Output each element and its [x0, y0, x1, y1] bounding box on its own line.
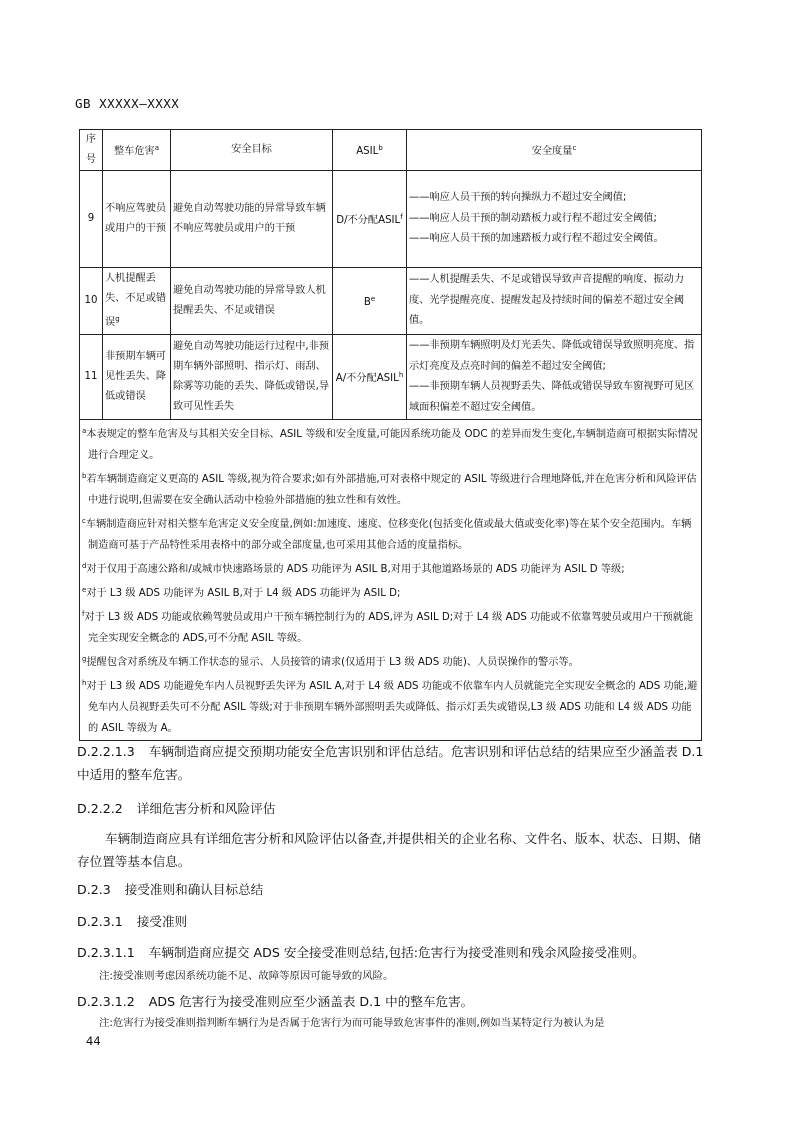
- section-number: D.2.3.1.2: [77, 994, 135, 1009]
- measure-item: ——非预期车辆人员视野丢失、降低或错误导致车窗视野可见区域面积偏差不超过安全阈值。: [409, 381, 695, 413]
- header-asil: ASIL$^b$: [333, 130, 407, 171]
- standard-code: GB XXXXX—XXXX: [75, 96, 180, 111]
- row-asil: $B^e$: [333, 268, 407, 335]
- row-no: 11: [80, 335, 103, 420]
- table-note: $^a$本表规定的整车危害及与其相关安全目标、ASIL 等级和安全度量,可能因系统功能及 ODC 的差异而发生变化,车辆制造商可根据实际情况进行合理定义。: [82, 427, 698, 462]
- section-text: 车辆制造商应提交预期功能安全危害识别和评估总结。危害识别和评估总结的结果应至少涵盖表 D.1 中适用的整车危害。: [77, 744, 704, 782]
- table-note: $^g$提醒包含对系统及车辆工作状态的显示、人员接管的请求(仅适用于 L3 级 ADS 功能)、人员误操作的警示等。: [82, 655, 579, 669]
- section-number: D.2.2.1.3: [77, 744, 135, 759]
- section-text: 车辆制造商应提交 ADS 安全接受准则总结,包括:危害行为接受准则和残余风险接受准则。: [148, 945, 645, 960]
- table-note: $^d$对于仅用于高速公路和/或城市快速路场景的 ADS 功能评为 ASIL B,对用于其他道路场景的 ADS 功能评为 ASIL D 等级;: [82, 562, 625, 576]
- row-no: 9: [80, 171, 103, 268]
- table-row: [80, 171, 702, 268]
- measure-item: ——人机提醒丢失、不足或错误导致声音提醒的响度、振动力度、光学提醒亮度、提醒发起及持续时间的偏差不超过安全阈值。: [409, 274, 685, 327]
- row-hazard: 非预期车辆可见性丢失、降低或错误: [103, 335, 171, 420]
- row-goal: 避免自动驾驶功能运行过程中,非预期车辆外部照明、指示灯、雨刮、除雾等功能的丢失、降低或错误,导致可见性丢失: [171, 335, 333, 420]
- section-d222-text: 车辆制造商应具有详细危害分析和风险评估以备查,并提供相关的企业名称、文件名、版本、状态、日期、储存位置等基本信息。: [77, 831, 701, 869]
- row-measures: [407, 335, 702, 420]
- header-goal: 安全目标: [171, 130, 333, 171]
- row-no: 10: [80, 268, 103, 335]
- table-note: $^h$对于 L3 级 ADS 功能避免车内人员视野丢失评为 ASIL A,对于 L4 级 ADS 功能或不依靠车内人员就能完全实现安全概念的 ADS 功能,避免车内人员视野丢失可不分配 ASIL 等级;对于非预期车辆外部照明丢失或降低、指示灯丢失或错误,L3 级 ADS 功能和 L4 级 ADS 功能的 ASIL 等级为 A。: [82, 679, 698, 735]
- measure-item: ——响应人员干预的转向操纵力不超过安全阈值;: [409, 192, 627, 204]
- table-row: [80, 268, 702, 335]
- section-d2213: [77, 740, 705, 786]
- page-number: 44: [86, 1034, 101, 1048]
- note-acceptance: 注:接受准则考虑因系统功能不足、故障等原因可能导致的风险。: [99, 970, 394, 982]
- row-goal: 避免自动驾驶功能的异常导致车辆不响应驾驶员或用户的干预: [171, 171, 333, 268]
- section-number: D.2.3: [77, 882, 111, 897]
- section-number: D.2.3.1.1: [77, 945, 135, 960]
- table-note: $^e$对于 L3 级 ADS 功能评为 ASIL B,对于 L4 级 ADS 功能评为 ASIL D;: [82, 586, 401, 600]
- section-d23-heading: [77, 878, 263, 901]
- row-asil: A/不分配ASIL$^h$: [333, 335, 407, 420]
- row-hazard: 人机提醒丢失、不足或错误$^g$: [103, 268, 171, 335]
- row-measures: [407, 268, 702, 335]
- row-asil: D/不分配ASIL$^f$: [333, 171, 407, 268]
- section-d2311: [77, 941, 717, 964]
- row-measures: [407, 171, 702, 268]
- header-hazard: 整车危害$^a$: [103, 130, 171, 171]
- table-note: $^f$对于 L3 级 ADS 功能或依赖驾驶员或用户干预车辆控制行为的 ADS,评为 ASIL D;对于 L4 级 ADS 功能或不依靠驾驶员或用户干预就能完全实现安全概念的 ADS,可不分配 ASIL 等级。: [82, 610, 694, 645]
- row-goal: 避免自动驾驶功能的异常导致人机提醒丢失、不足或错误: [171, 268, 333, 335]
- row-hazard: 不响应驾驶员或用户的干预: [103, 171, 171, 268]
- section-d222-heading: [77, 797, 275, 820]
- measure-item: ——响应人员干预的加速踏板力或行程不超过安全阈值。: [409, 233, 664, 245]
- header-no: 序号: [80, 130, 103, 171]
- measure-item: ——响应人员干预的制动踏板力或行程不超过安全阈值;: [409, 212, 657, 224]
- table-notes: [80, 420, 702, 741]
- table-note: $^c$车辆制造商应针对相关整车危害定义安全度量,例如:加速度、速度、位移变化(包括变化值或最大值或变化率)等在某个安全范围内。车辆制造商可基于产品特性采用表格中的部分或全部度量,也可采用其他合适的度量指标。: [82, 517, 692, 552]
- hazard-table: [79, 129, 702, 741]
- table-row: [80, 335, 702, 420]
- section-number: D.2.2.2: [77, 801, 123, 816]
- section-title: 接受准则和确认目标总结: [124, 882, 264, 897]
- section-title: 接受准则: [136, 914, 188, 929]
- section-d2312: [77, 990, 473, 1013]
- section-text: ADS 危害行为接受准则应至少涵盖表 D.1 中的整车危害。: [148, 994, 474, 1009]
- section-title: 详细危害分析和风险评估: [136, 801, 276, 816]
- measure-item: ——非预期车辆照明及灯光丢失、降低或错误导致照明亮度、指示灯亮度及点亮时间的偏差不超过安全阈值;: [409, 340, 695, 372]
- note-hazard-behavior: 注:危害行为接受准则指判断车辆行为是否属于危害行为而可能导致危害事件的准则,例如当某特定行为被认为是: [99, 1017, 605, 1029]
- section-number: D.2.3.1: [77, 914, 123, 929]
- table-header-row: [80, 130, 702, 171]
- section-d231-heading: [77, 910, 187, 933]
- table-note: $^b$若车辆制造商定义更高的 ASIL 等级,视为符合要求;如有外部措施,可对表格中规定的 ASIL 等级进行合理地降低,并在危害分析和风险评估中进行说明,但需要在安全确认活动中检验外部措施的独立性和有效性。: [82, 472, 697, 507]
- header-measure: 安全度量$^c$: [407, 130, 702, 171]
- table-notes-row: [80, 420, 702, 741]
